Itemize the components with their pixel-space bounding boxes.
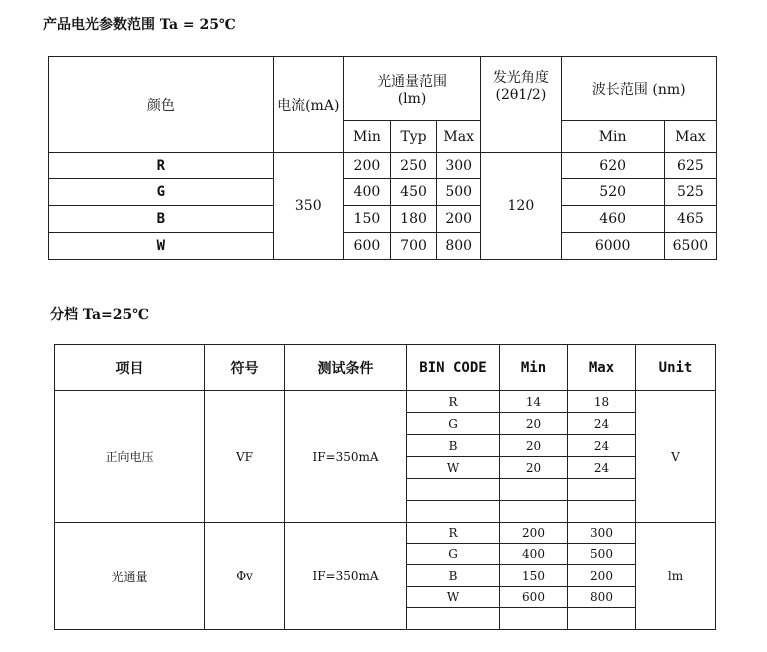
flux-min-cell: 150 — [343, 206, 390, 233]
min-cell: 20 — [500, 413, 568, 435]
color-cell: R — [49, 153, 274, 179]
bin-code-cell: R — [407, 391, 500, 413]
section2-title: 分档 Ta=25℃ — [50, 307, 150, 323]
table-row — [55, 523, 716, 544]
flux-max-cell: 500 — [437, 179, 481, 206]
section1-title: 产品电光参数范围 Ta = 25℃ — [43, 17, 236, 33]
min-cell — [500, 479, 568, 501]
header-item: 项目 — [55, 345, 205, 391]
header-flux-typ: Typ — [390, 121, 436, 153]
flux-max-cell: 300 — [437, 153, 481, 179]
wl-min-cell: 460 — [561, 206, 664, 233]
min-cell: 14 — [500, 391, 568, 413]
bin-code-cell: G — [407, 413, 500, 435]
color-cell: B — [49, 206, 274, 233]
condition-cell: IF=350mA — [285, 523, 407, 630]
header-color: 颜色 — [49, 57, 274, 153]
color-cell: G — [49, 179, 274, 206]
wl-min-cell: 620 — [561, 153, 664, 179]
header-flux-min: Min — [343, 121, 390, 153]
table-row — [55, 391, 716, 413]
unit-cell: V — [636, 391, 716, 523]
header-wl-max: Max — [664, 121, 716, 153]
wl-max-cell: 6500 — [664, 233, 716, 260]
bin-code-cell — [407, 501, 500, 523]
min-cell — [500, 501, 568, 523]
header-flux-unit: (lm) — [397, 90, 427, 107]
wl-min-cell: 6000 — [561, 233, 664, 260]
bin-code-cell: W — [407, 457, 500, 479]
max-cell: 500 — [568, 544, 636, 565]
min-cell: 600 — [500, 587, 568, 608]
header-min: Min — [500, 345, 568, 391]
header-angle — [481, 57, 561, 153]
wl-max-cell: 465 — [664, 206, 716, 233]
table-row — [49, 233, 717, 260]
wl-max-cell: 525 — [664, 179, 716, 206]
symbol-phi-v: Φv — [205, 523, 285, 630]
flux-min-cell: 600 — [343, 233, 390, 260]
unit-cell: lm — [636, 523, 716, 630]
current-value: 350 — [273, 153, 343, 260]
bin-code-cell: G — [407, 544, 500, 565]
flux-min-cell: 400 — [343, 179, 390, 206]
header-max: Max — [568, 345, 636, 391]
max-cell: 24 — [568, 435, 636, 457]
min-cell: 20 — [500, 457, 568, 479]
max-cell: 24 — [568, 413, 636, 435]
symbol-vf: VF — [205, 391, 285, 523]
bin-code-cell: W — [407, 587, 500, 608]
max-cell: 200 — [568, 565, 636, 587]
header-bin-code: BIN CODE — [407, 345, 500, 391]
bin-code-cell: R — [407, 523, 500, 544]
max-cell: 800 — [568, 587, 636, 608]
flux-typ-cell: 450 — [390, 179, 436, 206]
item-luminous-flux: 光通量 — [55, 523, 205, 630]
table-row — [49, 179, 717, 206]
bin-code-cell — [407, 479, 500, 501]
header-wavelength: 波长范围 (nm) — [561, 57, 717, 121]
header-flux-max: Max — [437, 121, 481, 153]
header-angle-unit: (2θ1/2) — [495, 87, 547, 103]
bin-code-cell: B — [407, 565, 500, 587]
flux-max-cell: 200 — [437, 206, 481, 233]
electro-optical-table — [48, 56, 717, 260]
max-cell: 300 — [568, 523, 636, 544]
flux-max-cell: 800 — [437, 233, 481, 260]
header-current: 电流(mA) — [273, 57, 343, 153]
max-cell: 18 — [568, 391, 636, 413]
header-angle-label: 发光角度 — [492, 70, 549, 86]
wl-max-cell: 625 — [664, 153, 716, 179]
table-row — [49, 153, 717, 179]
max-cell — [568, 479, 636, 501]
flux-typ-cell: 250 — [390, 153, 436, 179]
flux-typ-cell: 700 — [390, 233, 436, 260]
header-condition: 测试条件 — [285, 345, 407, 391]
binning-table — [54, 344, 716, 630]
item-forward-voltage: 正向电压 — [55, 391, 205, 523]
flux-typ-cell: 180 — [390, 206, 436, 233]
flux-min-cell: 200 — [343, 153, 390, 179]
min-cell: 20 — [500, 435, 568, 457]
header-flux — [343, 57, 480, 121]
bin-code-cell — [407, 608, 500, 630]
bin-code-cell: B — [407, 435, 500, 457]
max-cell — [568, 501, 636, 523]
header-flux-label: 光通量范围 — [377, 73, 448, 90]
min-cell: 150 — [500, 565, 568, 587]
max-cell — [568, 608, 636, 630]
header-symbol: 符号 — [205, 345, 285, 391]
table-row — [49, 206, 717, 233]
color-cell: W — [49, 233, 274, 260]
max-cell: 24 — [568, 457, 636, 479]
condition-cell: IF=350mA — [285, 391, 407, 523]
angle-value: 120 — [481, 153, 561, 260]
header-wl-min: Min — [561, 121, 664, 153]
min-cell: 400 — [500, 544, 568, 565]
min-cell: 200 — [500, 523, 568, 544]
min-cell — [500, 608, 568, 630]
header-unit: Unit — [636, 345, 716, 391]
wl-min-cell: 520 — [561, 179, 664, 206]
